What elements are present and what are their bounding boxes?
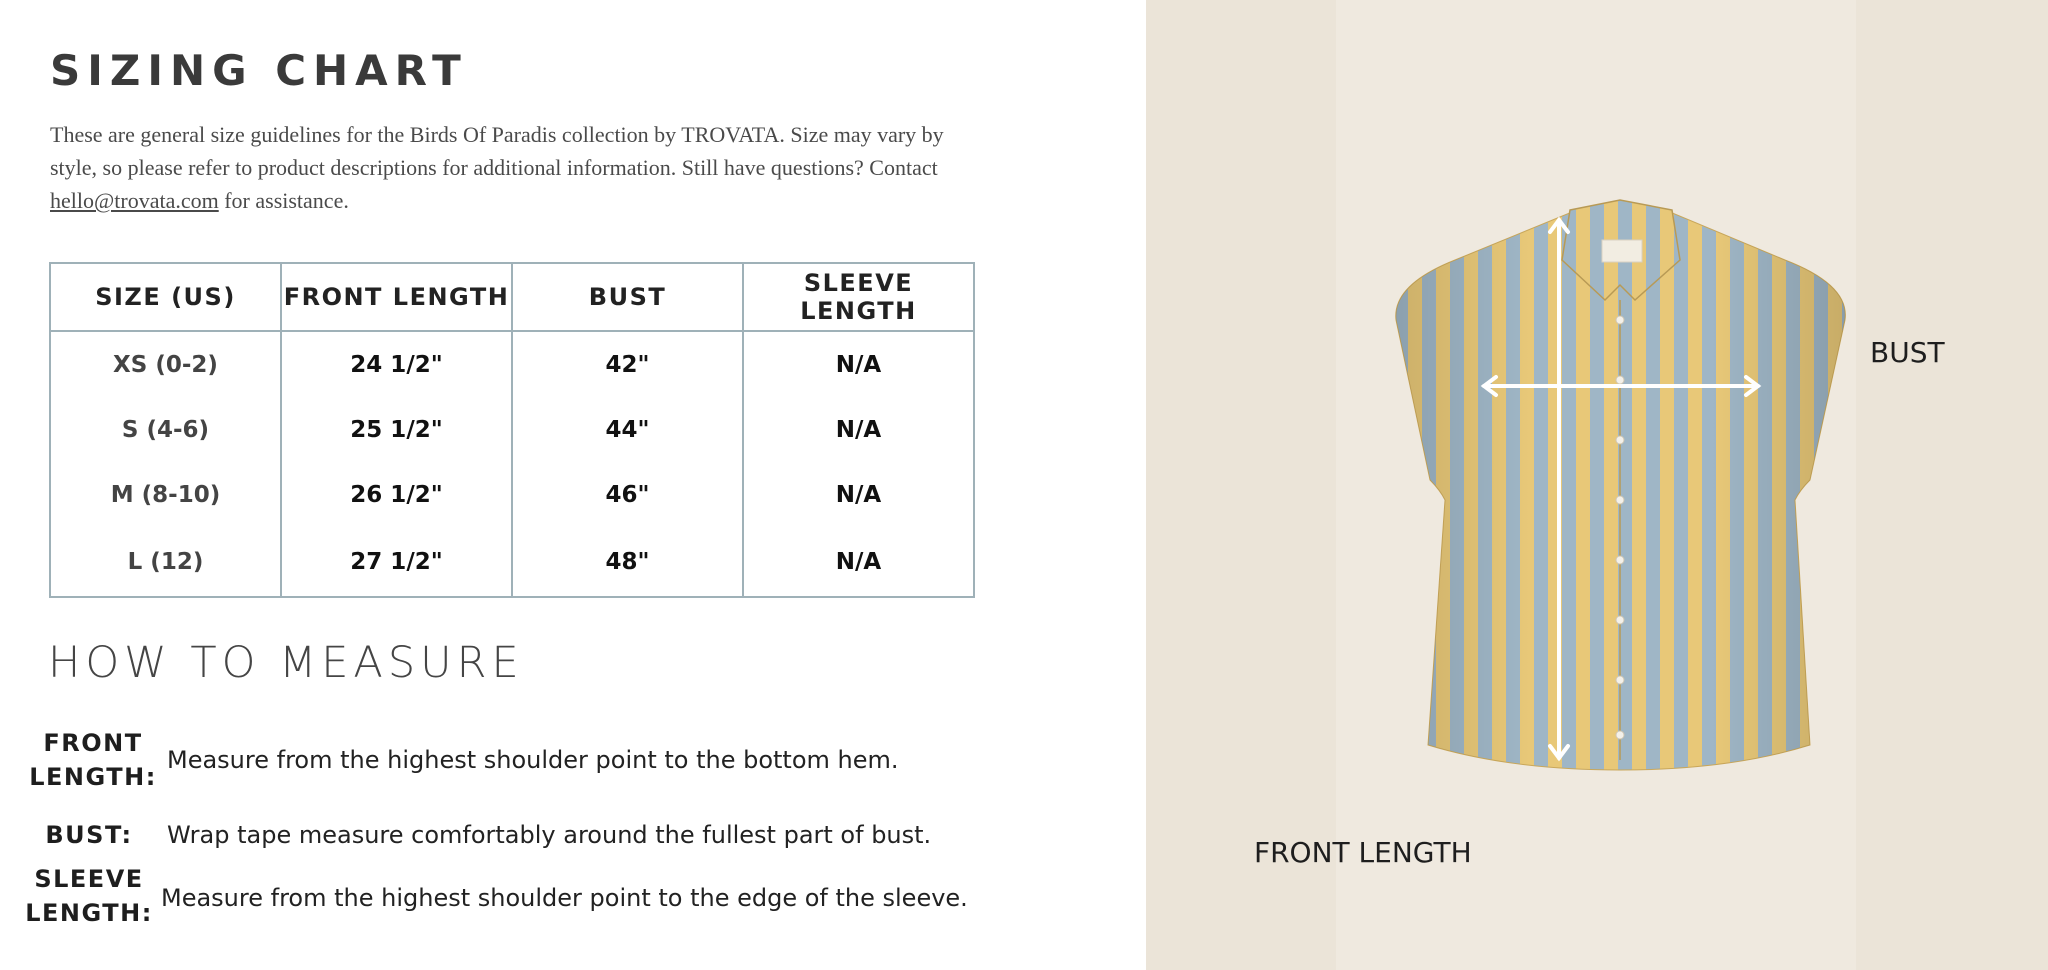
cell-front-length: 25 1/2" — [281, 397, 512, 462]
measure-label-line: LENGTH: — [25, 899, 153, 927]
cell-sleeve-length: N/A — [743, 527, 974, 597]
measure-label-line: LENGTH: — [29, 763, 157, 791]
cell-bust: 48" — [512, 527, 743, 597]
table-row — [50, 462, 974, 527]
cell-sleeve-length: N/A — [743, 331, 974, 397]
table-row — [50, 527, 974, 597]
intro-text-part1: These are general size guidelines for the Birds Of Paradis collection by TROVATA. Size may vary by style, so please refer to product descriptions for additional information. Still have questions? Contact — [50, 122, 944, 180]
intro-text — [50, 118, 980, 217]
measure-label-line: SLEEVE — [34, 865, 144, 893]
cell-size: XS (0-2) — [50, 331, 281, 397]
cell-sleeve-length: N/A — [743, 397, 974, 462]
cell-size: L (12) — [50, 527, 281, 597]
measure-label-bust — [24, 818, 154, 852]
size-table-header-row — [50, 263, 974, 331]
measure-text-front-length: Measure from the highest shoulder point to the bottom hem. — [167, 746, 899, 774]
size-table — [49, 262, 975, 598]
page-title: SIZING CHART — [50, 46, 468, 95]
how-to-measure-title: HOW TO MEASURE — [48, 638, 524, 688]
cell-size: S (4-6) — [50, 397, 281, 462]
measure-label-front-length — [28, 726, 158, 794]
front-length-label: FRONT LENGTH — [1254, 836, 1472, 869]
cell-bust: 46" — [512, 462, 743, 527]
cell-bust: 44" — [512, 397, 743, 462]
cell-front-length: 24 1/2" — [281, 331, 512, 397]
shirt-tag — [1602, 240, 1642, 262]
header-bust: BUST — [512, 263, 743, 331]
header-size: SIZE (US) — [50, 263, 281, 331]
header-front-length: FRONT LENGTH — [281, 263, 512, 331]
cell-bust: 42" — [512, 331, 743, 397]
cell-size: M (8-10) — [50, 462, 281, 527]
cell-front-length: 27 1/2" — [281, 527, 512, 597]
measure-label-sleeve-length — [24, 862, 154, 930]
shirt-diagram — [1380, 190, 1860, 790]
email-link[interactable]: hello@trovata.com — [50, 188, 219, 213]
measure-label-line: FRONT — [43, 729, 143, 757]
measure-text-sleeve-length: Measure from the highest shoulder point to the edge of the sleeve. — [161, 884, 968, 912]
measure-text-bust: Wrap tape measure comfortably around the fullest part of bust. — [167, 821, 932, 849]
table-row — [50, 331, 974, 397]
measure-label-line: BUST: — [45, 821, 133, 849]
header-sleeve-length: SLEEVE LENGTH — [743, 263, 974, 331]
cell-sleeve-length: N/A — [743, 462, 974, 527]
table-row — [50, 397, 974, 462]
cell-front-length: 26 1/2" — [281, 462, 512, 527]
bust-label: BUST — [1870, 336, 1945, 369]
intro-text-part2: for assistance. — [218, 188, 349, 213]
